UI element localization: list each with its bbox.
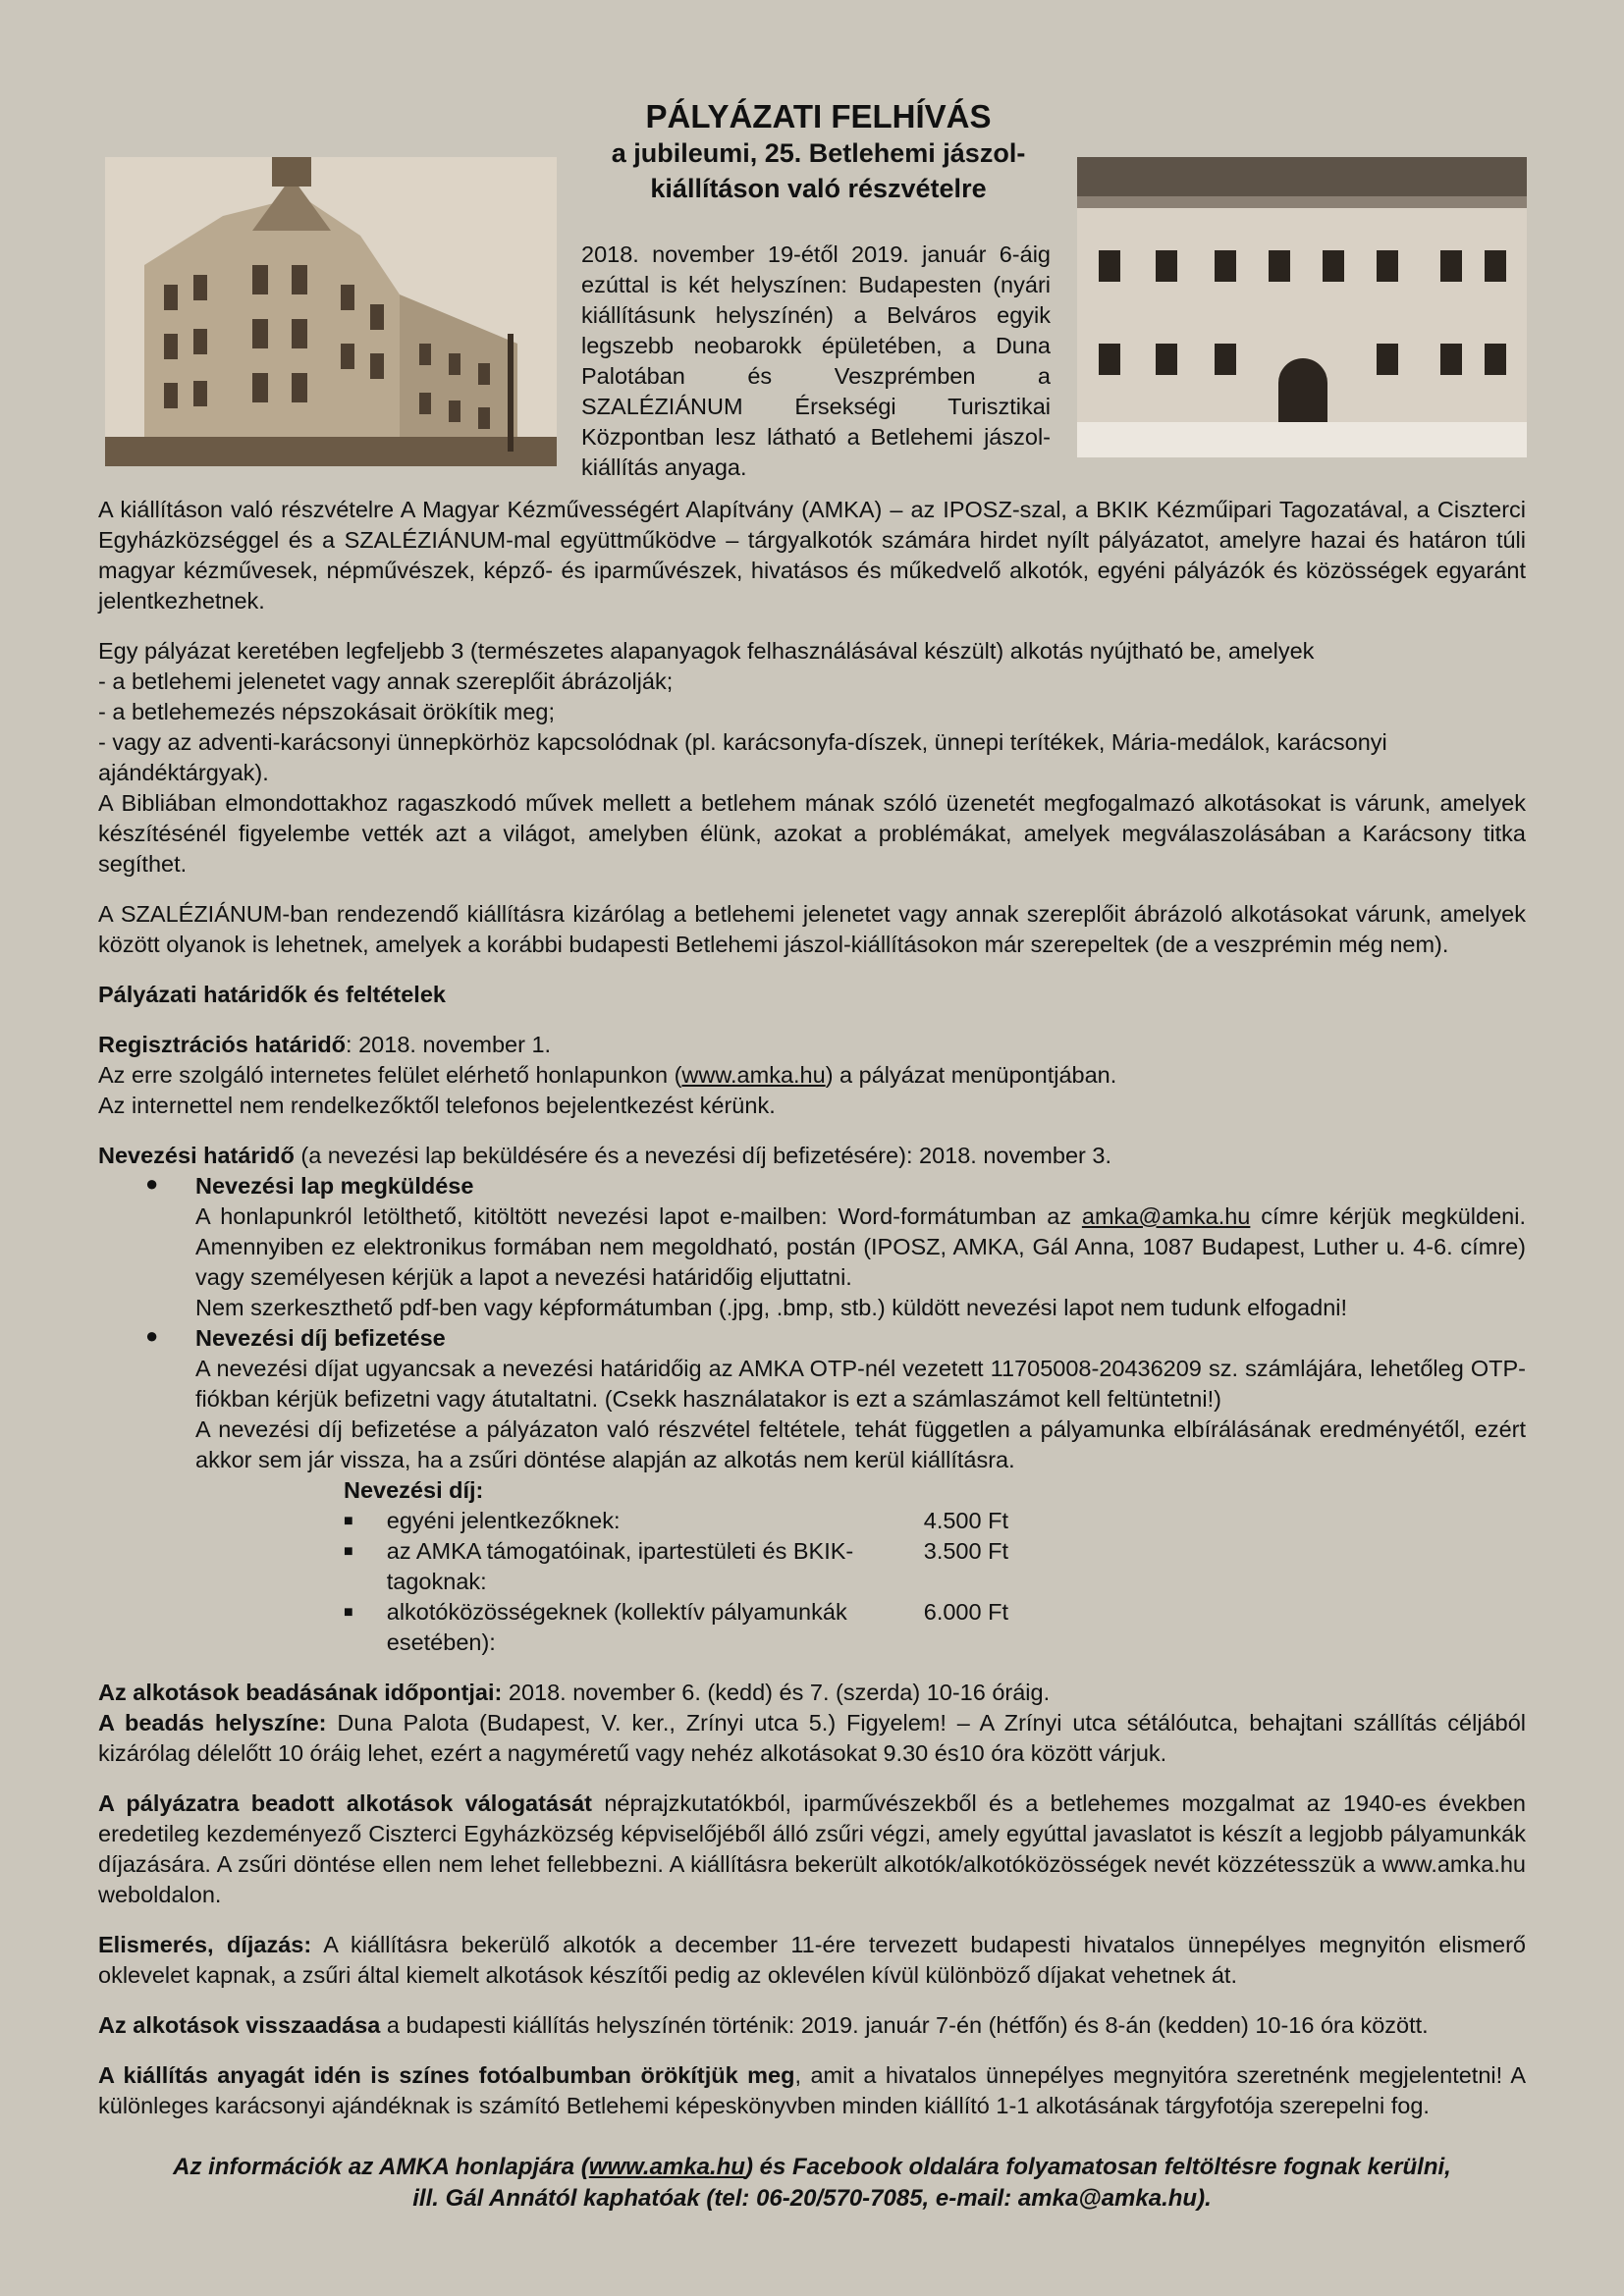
entry-deadline-label: Nevezési határidő — [98, 1143, 295, 1168]
footer-line-2: ill. Gál Annától kaphatóak (tel: 06-20/570-7085, e-mail: amka@amka.hu). — [412, 2185, 1212, 2212]
amka-email-link[interactable]: amka@amka.hu — [1081, 1203, 1251, 1229]
fee-row: ■ alkotóközösségeknek (kollektív pályamunkák esetében): 6.000 Ft — [344, 1597, 1060, 1658]
paragraph-awards: Elismerés, díjazás: A kiállításra bekerülő alkotók a december 11-ére tervezett budapesti hivatalos ünnepélyes megnyitón elismerő oklevelet kapnak, a zsűri által kiemelt alkotások készítői pedig az oklevélen kívül különböző díjakat vehetnek át. — [98, 1932, 1526, 1988]
submission-dates: Az alkotások beadásának időpontjai: 2018. november 6. (kedd) és 7. (szerda) 10-16 óráig. — [98, 1680, 1051, 1705]
paragraph-bible: A Bibliában elmondottakhoz ragaszkodó művek mellett a betlehem mának szóló üzenetét megfogalmazó alkotásokat is várunk, amelyek készítésénél figyelembe vették azt a világot, amelyben élünk, azokat a problémákat, amelyek megválaszolásában a Karácsony titka segíthet. — [98, 790, 1526, 877]
paragraph-submission-lead: Egy pályázat keretében legfeljebb 3 (természetes alapanyagok felhasználásával készült) alkotás nyújtható be, amelyek — [98, 638, 1315, 664]
registration-online: Az erre szolgáló internetes felület elérhető honlapunkon (www.amka.hu) a pályázat menüpontjában. — [98, 1062, 1117, 1088]
document-page — [98, 94, 1526, 2215]
footer-line-1: Az információk az AMKA honlapjára (www.amka.hu) és Facebook oldalára folyamatosan feltöltésre fognak kerülni, — [173, 2154, 1451, 2180]
square-bullet-icon: ■ — [344, 1604, 353, 1621]
paragraph-szaleziánum: A SZALÉZIÁNUM-ban rendezendő kiállításra kizárólag a betlehemi jelenetet vagy annak szereplőit ábrázoló alkotásokat várunk, amelyek között olyanok is lehetnek, amelyek a korábbi budapesti Betlehemi jászol-kiállításokon már szerepeltek (de a veszprémin még nem). — [98, 901, 1526, 957]
criteria-item-2: - a betlehemezés népszokásait örökítik meg; — [98, 699, 556, 724]
szaleziánum-photo — [1077, 157, 1527, 457]
entry-deadline: Nevezési határidő (a nevezési lap beküldésére és a nevezési díj befizetésére): 2018. november 3. — [98, 1143, 1111, 1168]
fee-table — [344, 1475, 1060, 1658]
duna-palota-photo — [105, 157, 557, 466]
page-title: PÁLYÁZATI FELHÍVÁS — [645, 98, 992, 134]
header — [98, 94, 1526, 480]
paragraph-return: Az alkotások visszaadása a budapesti kiállítás helyszínén történik: 2019. január 7-én (hétfőn) és 8-án (kedden) 10-16 óra között. — [98, 2012, 1429, 2038]
bullet-icon: ● — [145, 1323, 159, 1348]
fee-heading: Nevezési díj: — [344, 1477, 484, 1503]
amka-website-link[interactable]: www.amka.hu — [681, 1062, 826, 1088]
paragraph-selection: A pályázatra beadott alkotások válogatását néprajzkutatókból, iparművészekből és a betlehemes mozgalmat az 1940-es években eredetileg kezdeményező Ciszterci Egyházközség képviselőjéből álló zsűri végzi, amely egyúttal javaslatot is készít a legjobb pályamunkák díjazására. A zsűri döntése ellen nem lehet fellebbezni. A kiállításra bekerült alkotók/alkotóközösségek nevét közzétesszük a www.amka.hu weboldalon. — [98, 1790, 1526, 1907]
registration-deadline: Regisztrációs határidő: 2018. november 1. — [98, 1032, 552, 1057]
bullet-entry-form: ● Nevezési lap megküldése A honlapunkról letölthető, kitöltött nevezési lapot e-mailben: Word-formátumban az amka@amka.hu címre kérjük megküldeni. Amennyiben ez elektronikus formában nem megoldható, postán (IPOSZ, AMKA, Gál Anna, 1087 Budapest, Luther u. 4-6. címre) vagy személyesen kérjük a lapot a nevezési határidőig eljuttatni. Nem szerkeszthető pdf-ben vagy képformátumban (.jpg, .bmp, stb.) küldött nevezési lapot nem tudunk elfogadni! — [145, 1171, 1526, 1320]
fee-row: ■ az AMKA támogatóinak, ipartestületi és BKIK-tagoknak: 3.500 Ft — [344, 1536, 1060, 1597]
bullet-icon: ● — [145, 1171, 159, 1196]
section-heading: Pályázati határidők és feltételek — [98, 982, 446, 1007]
registration-phone: Az internettel nem rendelkezőktől telefonos bejelentkezést kérünk. — [98, 1093, 776, 1118]
subtitle-line-2: kiállításon való részvételre — [650, 174, 987, 203]
square-bullet-icon: ■ — [344, 1543, 353, 1560]
paragraph-album: A kiállítás anyagát idén is színes fotóalbumban örökítjük meg, amit a hivatalos ünnepélyes megnyitóra szeretnénk megjelentetni! A különleges karácsonyi ajándéknak is számító Betlehemi képeskönyvben minden kiállító 1-1 alkotásának tárgyfotója szerepelni fog. — [98, 2062, 1526, 2118]
paragraph-participation: A kiállításon való részvételre A Magyar Kézművességért Alapítvány (AMKA) – az IPOSZ-szal, a BKIK Kézműipari Tagozatával, a Ciszterci Egyházközséggel és a SZALÉZIÁNUM-mal együttműködve – tárgyalkotók számára hirdet nyílt pályázatot, amelyre hazai és határon túli magyar kézművesek, népművészek, képző- és iparművészek, hivatásos és műkedvelő alkotók, egyéni pályázók és közösségek egyaránt jelentkezhetnek. — [98, 497, 1526, 614]
subtitle-line-1: a jubileumi, 25. Betlehemi jászol- — [611, 138, 1026, 168]
bullet-entry-fee: ● Nevezési díj befizetése A nevezési díjat ugyancsak a nevezési határidőig az AMKA OTP-nél vezetett 11705008-20436209 sz. számlájára, lehetőleg OTP-fiókban kérjük befizetni vagy átutaltatni. (Csekk használatakor is ezt a számlaszámot kell feltüntetni!) A nevezési díj befizetése a pályázaton való részvétel feltétele, tehát független a pályamunka elbírálásának eredményétől, ezért akkor sem jár vissza, ha a zsűri döntése alapján az alkotás nem kerül kiállításra. — [145, 1323, 1526, 1472]
fee-row: ■ egyéni jelentkezőknek: 4.500 Ft — [344, 1506, 1060, 1536]
title-block — [579, 98, 1057, 206]
square-bullet-icon: ■ — [344, 1513, 353, 1529]
intro-paragraph: 2018. november 19-étől 2019. január 6-áig ezúttal is két helyszínen: Budapesten (nyári kiállításunk helyszínén) a Belváros egyik legszebb neobarokk épületében, a Duna Palotában és Veszprémben a SZALÉZIÁNUM Érsekségi Turisztikai Központban lesz látható a Betlehemi jászol-kiállítás anyaga. — [581, 241, 1051, 480]
footer-info — [98, 2152, 1526, 2215]
footer-website-link[interactable]: www.amka.hu — [588, 2154, 745, 2180]
criteria-item-1: - a betlehemi jelenetet vagy annak szereplőit ábrázolják; — [98, 668, 674, 694]
registration-label: Regisztrációs határidő — [98, 1032, 347, 1057]
submission-place: A beadás helyszíne: Duna Palota (Budapest, V. ker., Zrínyi utca 5.) Figyelem! – A Zrínyi utca sétálóutca, behajtani szállítás céljából kizárólag délelőtt 10 óráig lehet, ezért a nagyméretű vagy nehéz alkotásokat 9.30 és10 óra között várjuk. — [98, 1710, 1526, 1766]
criteria-item-3: - vagy az adventi-karácsonyi ünnepkörhöz kapcsolódnak (pl. karácsonyfa-díszek, ünnepi terítékek, Mária-medálok, karácsonyi ajándéktárgyak). — [98, 729, 1387, 785]
